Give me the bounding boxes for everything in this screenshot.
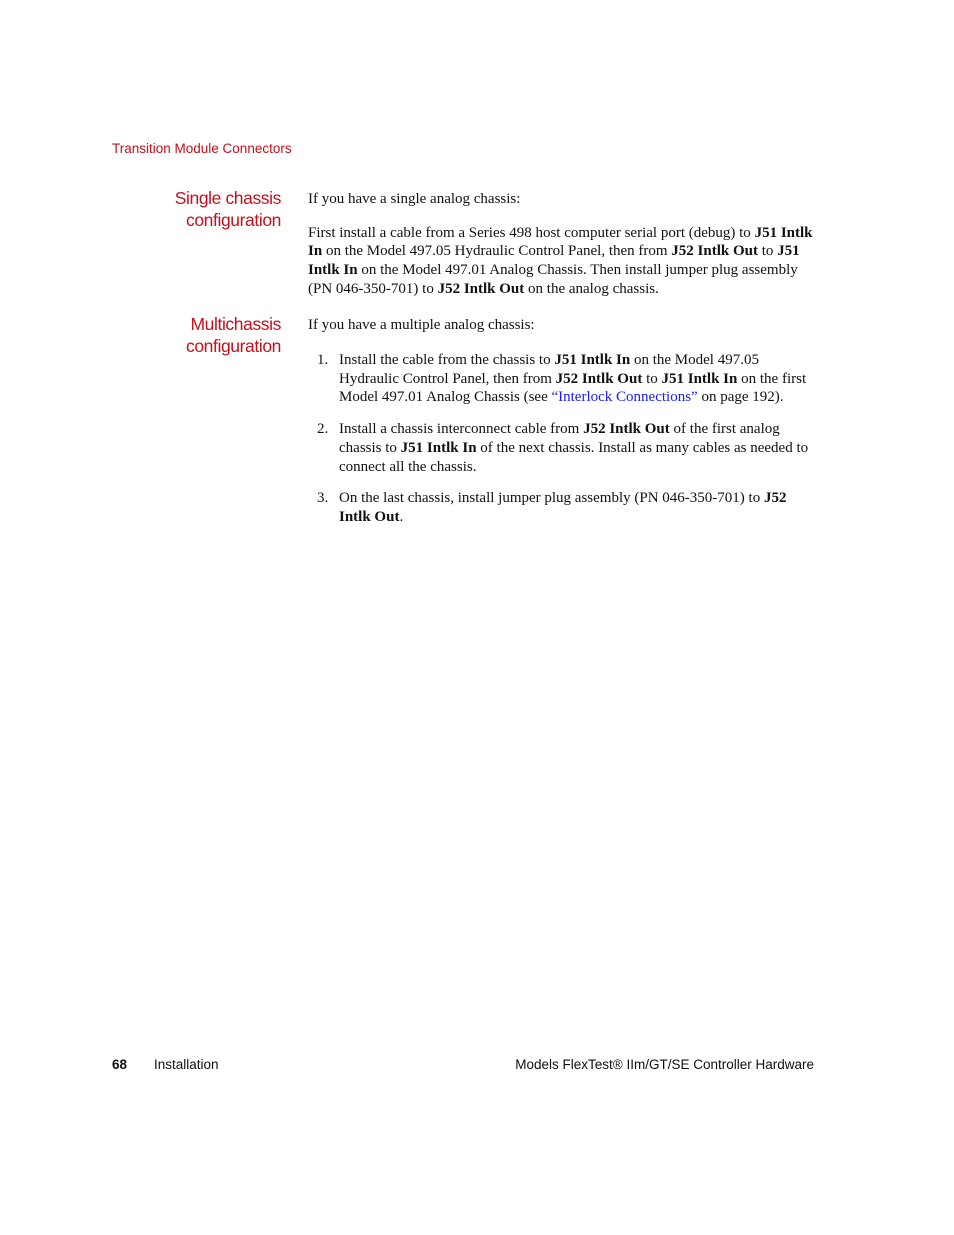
side-heading-single-chassis (130, 187, 281, 231)
connector-label: J52 Intlk Out (671, 243, 758, 260)
text-run: on the first Model 497.01 Analog Chassis (see (339, 370, 807, 406)
connector-label: J51 Intlk In (308, 243, 800, 279)
footer-book-title: Models FlexTest® IIm/GT/SE Controller Hardware (515, 1057, 814, 1072)
list-item (308, 351, 816, 407)
multichassis-steps (308, 351, 816, 527)
connector-label: J51 Intlk In (554, 352, 631, 368)
text-run: on page 192). (697, 389, 784, 406)
list-number: 3. (317, 490, 329, 507)
text-run: of the first analog chassis to (339, 421, 780, 456)
connector-label: J51 Intlk In (308, 224, 813, 260)
text-run: of the next chassis. Install as many cables as needed to connect all the chassis. (339, 439, 809, 475)
connector-label: J52 Intlk Out (555, 370, 643, 387)
text-run: on the analog chassis. (524, 280, 659, 297)
list-number: 2. (317, 421, 329, 438)
side-heading-line: configuration (185, 336, 281, 356)
side-heading-line: Single chassis (174, 188, 281, 208)
text-run: On the last chassis, install jumper plug assembly (PN 046-350-701) to (339, 490, 764, 507)
single-instructions (308, 224, 816, 299)
connector-label: J52 Intlk Out (583, 421, 670, 438)
list-item (308, 489, 816, 526)
text-run: Install a chassis interconnect cable from (339, 421, 584, 438)
connector-label: J52 Intlk Out (437, 280, 525, 297)
text-run: . (399, 508, 404, 525)
running-head: Transition Module Connectors (112, 141, 292, 156)
list-item (308, 420, 816, 476)
page-number: 68 (112, 1057, 128, 1072)
text-run: on the Model 497.05 Hydraulic Control Panel, then from (339, 352, 759, 387)
multichassis-intro (308, 316, 816, 335)
side-heading-multichassis (130, 313, 281, 357)
single-intro: If you have a single analog chassis: (308, 191, 521, 207)
text-run: to (642, 370, 662, 387)
single-chassis-section (308, 190, 816, 299)
text-run: on the Model 497.01 Analog Chassis. Then install jumper plug assembly (PN 046-350-701) to (308, 262, 798, 297)
text-run: on the Model 497.05 Hydraulic Control Panel, then from (322, 243, 672, 260)
side-heading-line: Multichassis (190, 314, 281, 334)
footer-section: Installation (154, 1057, 219, 1072)
text-run: First install a cable from a Series 498 host computer serial port (debug) to (308, 224, 755, 241)
connector-label: J52 Intlk Out (339, 490, 787, 525)
connector-label: J51 Intlk In (400, 439, 477, 456)
text-run: to (758, 243, 778, 260)
side-heading-line: configuration (185, 210, 281, 230)
list-number: 1. (317, 352, 329, 368)
multi-intro: If you have a multiple analog chassis: (308, 317, 535, 333)
interlock-connections-link[interactable]: “Interlock Connections” (551, 389, 698, 406)
text-run: Install the cable from the chassis to (339, 352, 555, 368)
connector-label: J51 Intlk In (661, 370, 738, 387)
